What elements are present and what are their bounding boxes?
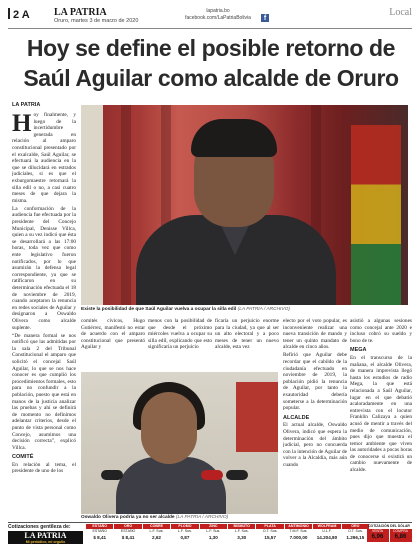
rate-cell: WOLFRAM U.L.F. 14.204,80	[313, 524, 340, 542]
publication-name: LA PATRIA	[54, 7, 107, 18]
photo-credit: (LA PATRIA / ARCHIVO)	[237, 307, 290, 312]
site-url: lapatria.bo	[206, 8, 230, 14]
article-column-4: ficaría un perjuicio enorme para la ciudad, ya que al ser un alto electoral y a poco meses de tener un nuevo alcalde, esta vez	[215, 318, 279, 351]
rate-cell: ORO O.T. Sus. 1.296,15	[342, 524, 369, 542]
metal-rates	[86, 524, 370, 542]
page-number: 2 A	[8, 8, 30, 21]
article-column-2: comités cívicos, Hugo Gutiérrez, manifestó no estar de acuerdo con el amparo constitucional que presentó Aguilar y	[81, 318, 145, 351]
issue-date: Oruro, martes 3 de marzo de 2020	[54, 18, 139, 24]
subheading-comite: COMITÉ	[12, 454, 34, 461]
rate-cell: BISMUTO L.F. Sus. 3,30	[228, 524, 255, 542]
subheading-alcalde: ALCALDE	[283, 414, 310, 421]
subheading-mega: MEGA	[350, 347, 367, 354]
rate-cell: PLATA O.T. Sus. 15,57	[256, 524, 283, 542]
photo-credit: (LA PATRIA / ARCHIVO)	[175, 515, 229, 520]
rate-cell: COBRE L.F. Sus. 2,62	[143, 524, 170, 542]
byline: LA PATRIA	[12, 102, 41, 108]
slogan: Mi periódico, mi orgullo	[25, 540, 66, 544]
article-column-3: menos con la posibilidad de que desde el próximo miércoles vuelva a ocupar su silla edil, explicando que esto significaría un perjuicio	[148, 318, 212, 351]
facebook-url: facebook.com/LaPatriaBolivia	[185, 15, 251, 21]
main-photo-caption: Existe la posibilidad de que Saúl Aguilar vuelva a ocupar la silla edil (LA PATRIA / ARCHIVO)	[81, 307, 290, 312]
headline: Hoy se define el posible retorno de Saúl Aguilar como alcalde de Oruro	[23, 35, 399, 91]
dollar-exchange: COTIZACIÓN DEL DÓLAR VENTA COMPRA 6,96 6,86	[368, 524, 410, 540]
drop-cap: H	[12, 112, 32, 137]
dollar-sale: 6,96	[367, 533, 389, 542]
paragraph: En relación al tema, el presidente de uno de los	[12, 461, 76, 475]
rate-cell: ESTAÑO ESTAÑO $ 8,41	[86, 524, 113, 542]
article-column-5: electo por el voto popular, es inconveniente realizar una nueva transición de mando y tener un quinto mandato de alcalde en cinco años. Refirió que Aguilar debe recordar que el cabildo de la ciudadanía efectuado en noviembre de 2019, la población pidió la renuncia de Aguilar, por tanto la exautoridad debería someterse a la determinación popular. ALCALDE El actual alcalde, Oswaldo Olivera, indicó que espera la determinación del ámbito judicial, pero no concuerda con la intención de Aguilar de volver a la Alcaldía, más aún cuando	[283, 318, 347, 468]
contact-info	[178, 8, 258, 22]
second-photo-oswaldo-olivera	[81, 372, 278, 514]
rate-cell: PLOMO L.F. Sus. 0,87	[171, 524, 198, 542]
footer-logo: LA PATRIA Mi periódico, mi orgullo	[8, 531, 83, 544]
paragraph: “De manera formal se nos notificó que las admitidas por la sala 2 del Tribunal Constitucional el amparo que solicitó el concejal Saúl Aguilar, lo que se nos hace conocer es que cumplió los procedimientos formales, esto para no confundir a la población, puesto que está en manos de la justicia analizar las pruebas y ahí se definirá de momento no definimos adelantar criterios, desde el punto de vista personal como Concejo, asumimos una decisión correcta”, explicó Villca.	[12, 332, 76, 451]
section-label: Local	[389, 7, 412, 18]
header-divider	[8, 28, 412, 29]
dollar-purchase: 6,86	[390, 533, 412, 542]
quotes-footer	[8, 522, 412, 544]
paragraph: La conformación de la audiencia fue efectuada por la presidente del Concejo Municipal, Denisse Villca, quien a su vez indicó que ésta se desarrollará a las 17:00 horas, toda vez que como ente legislativo fueron notificados, por lo que asumirán la defensa legal correspondiente, ya que se ratificaron en su determinación efectuada el 18 de noviembre de 2019, cuando aceptaron la renuncia en redes sociales de Aguilar y designaron a Oswaldo Olivera como alcalde suplente.	[12, 205, 76, 331]
facebook-icon: f	[261, 14, 269, 22]
article-column-1: Hoy finalmente, y luego de la incertidumbre generada en relación al amparo constitucional presentado por el exalcalde, Saúl Aguilar, se efectuará la audiencia en la que se dilucidará en estrados judiciales, si es que el exburgomaestre retornará la silla edil o no, a casi cuatro meses de que dejara la misma. La conformación de la audiencia fue efectuada por la presidente del Concejo Municipal, Denisse Villca, quien a su vez indicó que ésta se desarrollará a las 17:00 horas, toda vez que como ente legislativo fueron notificados, por lo que asumirán la defensa legal correspondiente, ya que se ratificaron en su determinación efectuada el 18 de noviembre de 2019, cuando aceptaron la renuncia en redes sociales de Aguilar y designaron a Oswaldo Olivera como alcalde suplente. “De manera formal se nos notificó que las admitidas por la sala 2 del Tribunal Constitucional el amparo que solicitó el concejal Saúl Aguilar, lo que se nos hace conocer es que cumplió los procedimientos formales, esto para no confundir a la población, puesto que está en manos de la justicia analizar las pruebas y ahí se definirá de momento no definimos adelantar criterios, desde el punto de vista personal como Concejo, asumimos una decisión correcta”, explicó Villca. COMITÉ En relación al tema, el presidente de uno de los	[12, 112, 76, 475]
rate-cell: ORO ESTAÑO $ 8,41	[114, 524, 141, 542]
quotes-label: Cotizaciones gentileza de:	[8, 524, 71, 530]
rate-cell: ANTIMONIO T.M.F. Sus. 7.000,00	[285, 524, 312, 542]
rate-cell: ZINC L.F. Sus. 1,30	[200, 524, 227, 542]
article-column-6: asistió a algunas sesiones como concejal ante 2020 e incluso cobró su sueldo y bono de te. MEGA En el transcurso de la mañana, el alcalde Olivera, de manera imprevista llegó hasta los estudios de radio Mega, la que está relacionada a Saúl Aguilar, lugar en el que debatió acaloradamente en una entrevista con el locutor Franklin Calizaya a quien acusó de mentir a través del medio de comunicación, pues dijo que muestra el temor ambiente que viven las autoridades a pocas horas de conocerse si existirá un cambio nuevamente de alcalde.	[350, 318, 412, 474]
main-photo-saul-aguilar	[81, 105, 408, 305]
page-header	[8, 7, 412, 27]
second-photo-caption: Oswaldo Olivera podría ya no ser alcalde (LA PATRIA / ARCHIVO)	[81, 515, 229, 520]
